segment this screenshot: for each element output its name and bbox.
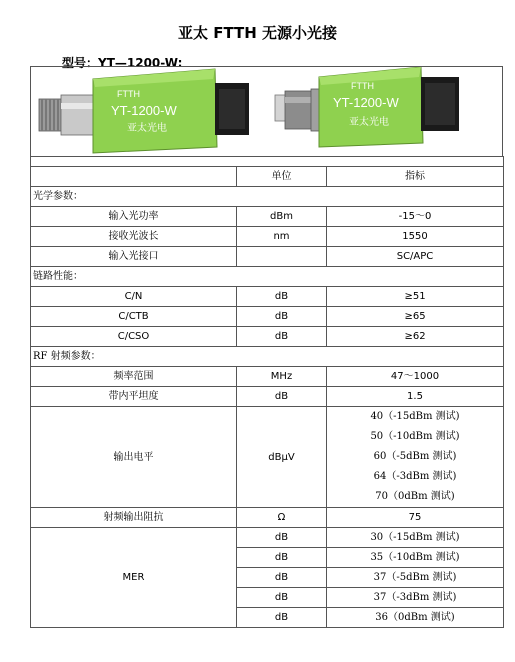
unit-cell: dB xyxy=(237,327,327,347)
spec-cell: 1.5 xyxy=(327,387,504,407)
unit-cell: dB xyxy=(237,307,327,327)
spec-line: 64（-3dBm 测试) xyxy=(373,471,457,482)
header-param xyxy=(31,167,237,187)
section-row xyxy=(31,347,504,367)
unit-cell: dB xyxy=(237,608,327,628)
unit-cell: dBμV xyxy=(237,407,327,508)
param-cell: MER xyxy=(31,528,237,628)
product-photo-left xyxy=(31,67,271,155)
param-cell: 输入光接口 xyxy=(31,247,237,267)
spec-cell: 1550 xyxy=(327,227,504,247)
table-row xyxy=(31,508,504,528)
photo-right-model: YT-1200-W xyxy=(333,95,399,110)
unit-cell xyxy=(237,247,327,267)
model-label: 型号：YT—1200-W: xyxy=(62,56,183,70)
table-row xyxy=(31,407,504,508)
table-row xyxy=(31,327,504,347)
spec-cell: ≥65 xyxy=(327,307,504,327)
unit-cell: Ω xyxy=(237,508,327,528)
unit-cell: dB xyxy=(237,528,327,548)
spec-cell: ≥51 xyxy=(327,287,504,307)
param-cell: C/CTB xyxy=(31,307,237,327)
photo-right-maker: 亚太光电 xyxy=(349,117,389,128)
spec-cell: 35（-10dBm 测试) xyxy=(327,548,504,568)
unit-cell: dB xyxy=(237,387,327,407)
photo-left-brand: FTTH xyxy=(117,89,140,99)
table-row xyxy=(31,367,504,387)
spec-cell: 47～1000 xyxy=(327,367,504,387)
section-rf: RF 射频参数： xyxy=(31,347,504,367)
section-row xyxy=(31,267,504,287)
table-row xyxy=(31,387,504,407)
param-cell: 带内平坦度 xyxy=(31,387,237,407)
spec-table xyxy=(30,156,504,628)
param-cell: 射频输出阻抗 xyxy=(31,508,237,528)
param-cell: 频率范围 xyxy=(31,367,237,387)
table-row xyxy=(31,227,504,247)
table-row xyxy=(31,528,504,548)
product-photos xyxy=(30,66,503,156)
header-spec: 指标 xyxy=(327,167,504,187)
table-row xyxy=(31,207,504,227)
header-unit: 单位 xyxy=(237,167,327,187)
section-row xyxy=(31,187,504,207)
table-row xyxy=(31,307,504,327)
table-row xyxy=(31,247,504,267)
spec-line: 60（-5dBm 测试) xyxy=(373,451,457,462)
spacer-row xyxy=(31,157,504,167)
spec-line: 40（-15dBm 测试) xyxy=(370,411,460,422)
section-link: 链路性能： xyxy=(31,267,504,287)
product-photo-right xyxy=(271,67,501,155)
section-optical: 光学参数： xyxy=(31,187,504,207)
param-cell: 输入光功率 xyxy=(31,207,237,227)
spec-cell: 36（0dBm 测试) xyxy=(327,608,504,628)
page-title: 亚太 FTTH 无源小光接 xyxy=(177,24,338,42)
photo-left-maker: 亚太光电 xyxy=(127,123,167,134)
spec-cell: 37（-5dBm 测试) xyxy=(327,568,504,588)
unit-cell: dBm xyxy=(237,207,327,227)
photo-right-brand: FTTH xyxy=(351,81,374,91)
unit-cell: MHz xyxy=(237,367,327,387)
spec-cell: 37（-3dBm 测试) xyxy=(327,588,504,608)
unit-cell: dB xyxy=(237,588,327,608)
unit-cell: dB xyxy=(237,287,327,307)
unit-cell: dB xyxy=(237,568,327,588)
param-cell: C/N xyxy=(31,287,237,307)
param-cell: 接收光波长 xyxy=(31,227,237,247)
photo-left-model: YT-1200-W xyxy=(111,103,177,118)
spec-cell: 75 xyxy=(327,508,504,528)
unit-cell: nm xyxy=(237,227,327,247)
spec-cell: -15～0 xyxy=(327,207,504,227)
spec-cell: 30（-15dBm 测试) xyxy=(327,528,504,548)
spec-line: 70（0dBm 测试) xyxy=(375,491,455,502)
spec-cell: SC/APC xyxy=(327,247,504,267)
table-header-row xyxy=(31,167,504,187)
table-row xyxy=(31,287,504,307)
output-level-specs xyxy=(327,407,504,508)
param-cell: 输出电平 xyxy=(31,407,237,508)
param-cell: C/CSO xyxy=(31,327,237,347)
spec-line: 50（-10dBm 测试) xyxy=(370,431,460,442)
unit-cell: dB xyxy=(237,548,327,568)
spec-cell: ≥62 xyxy=(327,327,504,347)
table-row xyxy=(31,157,504,167)
